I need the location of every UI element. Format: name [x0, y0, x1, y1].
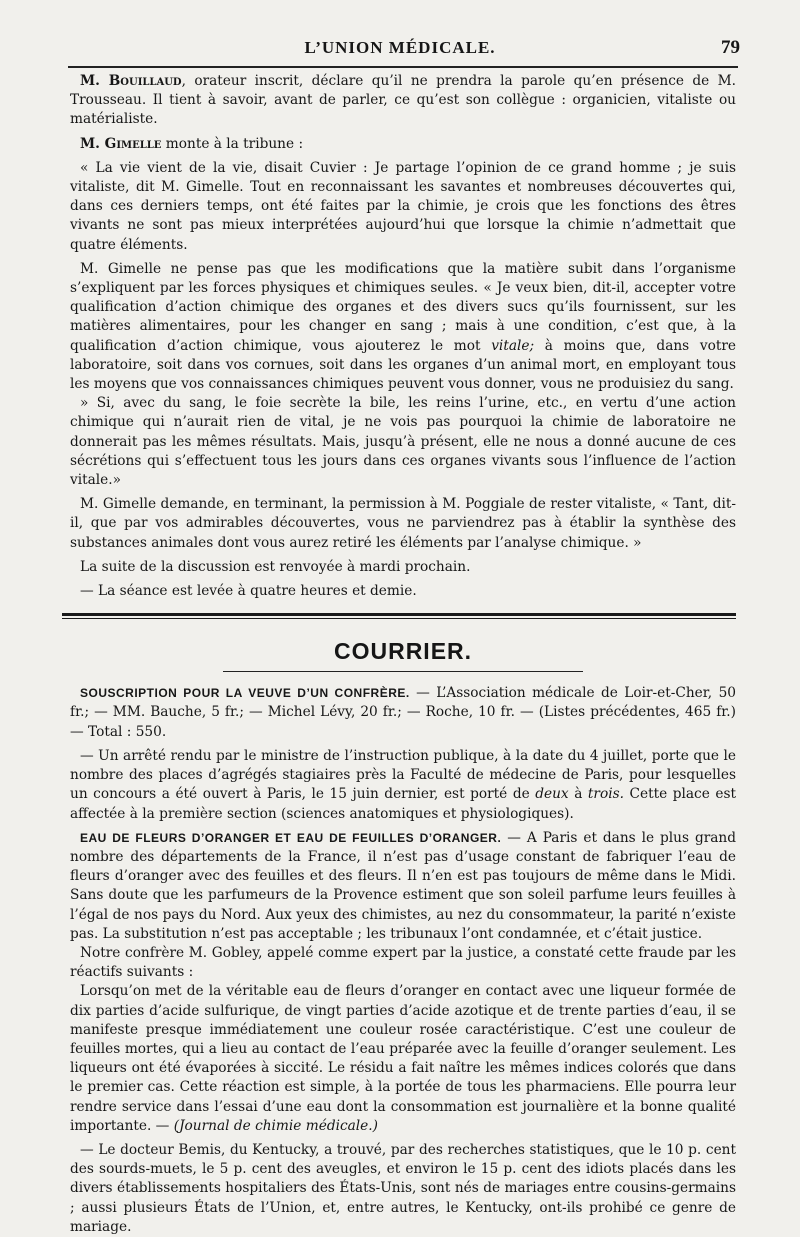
paragraph-cuvier-quote: « La vie vient de la vie, disait Cuvier : Je partage l’opinion de ce grand homme ; je suis vitaliste, dit M. Gimelle. Tout en reconnaissant les savantes et nombreuses découvertes qui, dans ces derniers temps, ont été faites par la chimie, je crois que les fonctions des êtres vivants ne sont pas mieux interprétées aujourd’hui que lorsque la chimie n’admettait que quatre éléments. [70, 159, 736, 253]
paragraph-agreges [70, 747, 736, 824]
paragraph-poggiale: M. Gimelle demande, en terminant, la permission à M. Poggiale de rester vitaliste, « Tant, dit-il, que par vos admirables découvertes, vous ne parviendrez pas à établir la synthèse des substances animales dont vous aurez retiré les éléments par l’analyse chimique. » [70, 496, 736, 551]
paragraph-gimelle-chemistry [70, 260, 736, 394]
section-title-rule [223, 671, 583, 672]
paragraph-text: — Un arrêté rendu par le ministre de l’instruction publique, à la date du 4 juillet, porte que le nombre des places d’agrégés stagiaires près la Faculté de médecine de Paris, pour lesquelles un concours a été ouvert à Paris, le 15 juin dernier, est porté de [70, 747, 736, 803]
section-title: COURRIER. [333, 638, 473, 665]
paragraph-text: à moins que, dans votre laboratoire, soit dans vos cornues, soit dans les organes d’un animal mort, en employant tous les moyens que vos connaissances chimiques peuvent vous donner, vous ne produisiez du sang. [70, 337, 736, 393]
paragraph-text: Cette place est affectée à la première section (sciences anatomiques et physiologiques). [70, 786, 736, 822]
emphasis-text: vitale; [491, 337, 535, 354]
paragraph-text: — A Paris et dans le plus grand nombre des départements de la France, il n’est pas d’usage constant de fabriquer l’eau de fleurs d’oranger avec des feuilles et des fleurs. Il n’en est pas toujours de même dans le Midi. Sans doute que les parfumeurs de la Provence estiment que son soleil parfume leurs feuilles à l’égal de nos pays du Nord. Aux yeux des chimistes, au nez du consommateur, la parité n’existe pas. La substitution n’est pas acceptable ; les tribunaux l’ont condamnée, et c’était justice. [70, 829, 736, 942]
citation-source: (Journal de chimie médicale.) [173, 1117, 378, 1134]
paragraph-eau-oranger [70, 829, 736, 944]
page-header [60, 30, 740, 60]
paragraph-bemis: — Le docteur Bemis, du Kentucky, a trouvé, par des recherches statistiques, que le 10 p. cent des sourds-muets, le 5 p. cent des aveugles, et environ le 15 p. cent des idiots placés dans les divers établissements hospitaliers des États-Unis, sont nés de mariages entre cousins-germains ; aussi plusieurs États de l’Union, et, entre autres, le Kentucky, ont-ils prohibé ce genre de mariage. [70, 1141, 736, 1235]
double-rule [62, 613, 736, 619]
paragraph-gimelle-tribune [70, 135, 736, 154]
paragraph-text: — L’Association médicale de Loir-et-Cher, 50 fr.; — MM. Bauche, 5 fr.; — Michel Lévy, 20 fr.; — Roche, 10 fr. — (Listes précédentes, 465 fr.) — Total : 550. [70, 685, 736, 740]
page-body [70, 72, 736, 1237]
paragraph-text: monte à la tribune : [161, 135, 304, 152]
paragraph-text: M. Gimelle ne pense pas que les modifications que la matière subit dans l’organisme s’expliquent par les forces physiques et chimiques seules. « Je veux bien, dit-il, accepter votre qualification d’action chimique des organes et des divers sucs qu’ils fournissent, sur les matières alimentaires, pour les changer en sang ; mais à une condition, c’est que, à la qualification d’action chimique, vous ajouterez le mot [70, 260, 736, 354]
paragraph-souscription [70, 684, 736, 742]
section-separator [70, 601, 736, 637]
paragraph-text: , orateur inscrit, déclare qu’il ne prendra la parole qu’en présence de M. Trousseau. Il tient à savoir, avant de parler, ce qu’est son collègue : organicien, vitaliste ou matérialiste. [70, 73, 736, 128]
paragraph-reaction [70, 982, 736, 1136]
paragraph-suite: La suite de la discussion est renvoyée à mardi prochain. [80, 558, 471, 575]
speaker-name: M. Gimelle [80, 135, 162, 152]
emphasis-text: deux [535, 786, 569, 803]
item-heading: EAU DE FLEURS D’ORANGER ET EAU DE FEUILLES D’ORANGER. [80, 830, 502, 845]
running-title: L’UNION MÉDICALE. [304, 38, 496, 57]
paragraph-bouillaud [70, 72, 736, 130]
paragraph-text: Lorsqu’on met de la véritable eau de fleurs d’oranger en contact avec une liqueur formée de dix parties d’acide sulfurique, de vingt parties d’acide azotique et de trente parties d’eau, il se manifeste presque immédiatement une couleur rosée caractéristique. C’est une couleur de feuilles mortes, qui a lieu au contact de l’eau préparée avec la feuille d’oranger seulement. Les liqueurs ont été évaporées à siccité. Le résidu a fait naître les mêmes indices colorés que dans le premier cas. Cette réaction est simple, à la portée de tous les pharmaciens. Elle pourra leur rendre service dans l’essai d’une eau dont la consommation est journalière et la bonne qualité importante. — [70, 983, 736, 1134]
paragraph-text: à [568, 786, 588, 803]
page-number: 79 [721, 37, 740, 58]
paragraph-bile-urine: » Si, avec du sang, le foie secrète la bile, les reins l’urine, etc., en vertu d’une action chimique qui n’aurait rien de vital, je ne vois pas pourquoi la chimie de laboratoire ne donnerait pas les mêmes résultats. Mais, jusqu’à présent, elle ne nous a donné aucune de ces sécrétions qui s’effectuent tous les jours dans ces organes vivants sous l’influence de l’action vitale.» [70, 395, 736, 489]
speaker-name: M. Bouillaud [80, 73, 182, 89]
paragraph-seance-levee: — La séance est levée à quatre heures et demie. [80, 583, 417, 600]
item-heading: SOUSCRIPTION POUR LA VEUVE D’UN CONFRÈRE. [80, 686, 410, 701]
paragraph-gobley: Notre confrère M. Gobley, appelé comme expert par la justice, a constaté cette fraude par les réactifs suivants : [70, 944, 736, 981]
emphasis-text: trois. [587, 786, 624, 803]
header-rule [68, 66, 738, 68]
